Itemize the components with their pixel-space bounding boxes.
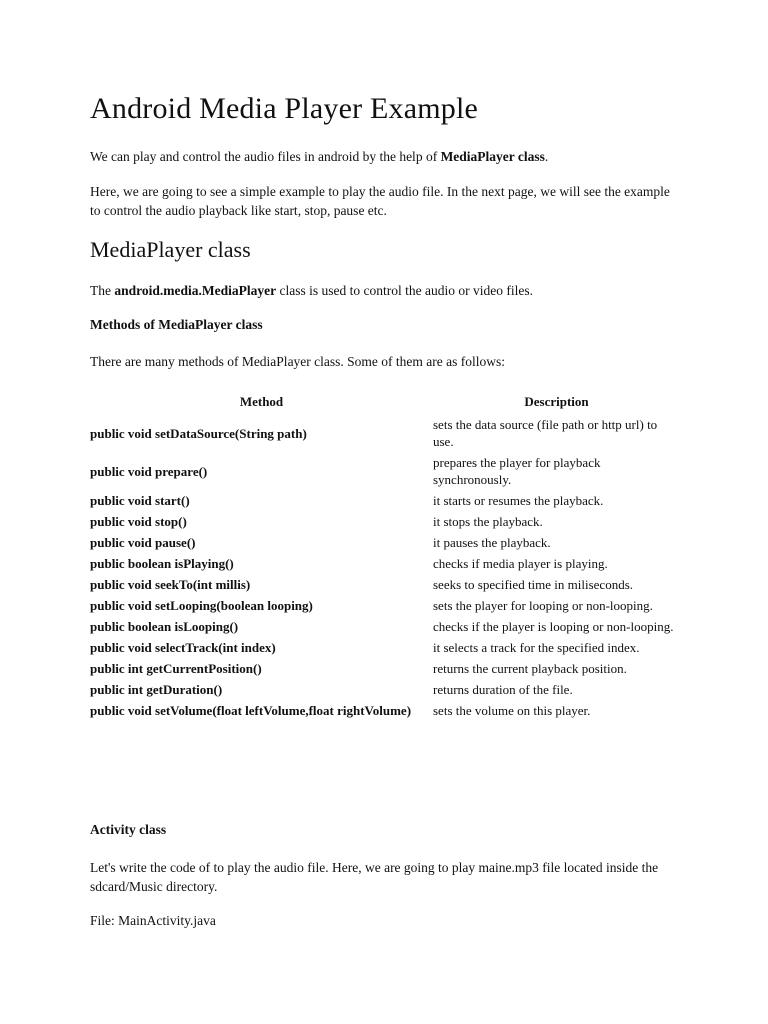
method-description: returns the current playback position. <box>433 661 627 676</box>
class-description <box>90 281 670 300</box>
method-name: public void setLooping(boolean looping) <box>90 598 313 613</box>
methods-heading: Methods of MediaPlayer class <box>90 317 263 332</box>
table-row <box>90 532 680 553</box>
header-description: Description <box>524 394 589 409</box>
methods-intro: There are many methods of MediaPlayer class. Some of them are as follows: <box>90 354 505 369</box>
method-description: sets the player for looping or non-looping. <box>433 598 653 613</box>
methods-table <box>90 392 680 721</box>
method-name: public void start() <box>90 493 190 508</box>
table-row <box>90 574 680 595</box>
intro-paragraph-2: Here, we are going to see a simple example to play the audio file. In the next page, we will see the example to control the audio playback like start, stop, pause etc. <box>90 184 670 218</box>
method-description: checks if the player is looping or non-looping. <box>433 619 674 634</box>
method-description: sets the volume on this player. <box>433 703 591 718</box>
method-description: sets the data source (file path or http url) to use. <box>433 417 658 449</box>
table-row <box>90 511 680 532</box>
intro-paragraph <box>90 147 670 166</box>
intro-bold-text: MediaPlayer class <box>440 149 545 164</box>
file-label: File: MainActivity.java <box>90 913 216 928</box>
method-name: public int getCurrentPosition() <box>90 661 262 676</box>
table-row <box>90 658 680 679</box>
table-row <box>90 490 680 511</box>
method-description: it starts or resumes the playback. <box>433 493 604 508</box>
table-row <box>90 700 680 721</box>
method-description: prepares the player for playback synchronously. <box>433 455 601 487</box>
activity-paragraph: Let's write the code of to play the audio file. Here, we are going to play maine.mp3 file located inside the sdcard/Music directory. <box>90 860 659 894</box>
class-desc-suffix: class is used to control the audio or video files. <box>276 283 533 298</box>
method-description: it selects a track for the specified index. <box>433 640 640 655</box>
method-name: public void setVolume(float leftVolume,float rightVolume) <box>90 703 412 718</box>
method-description: it pauses the playback. <box>433 535 551 550</box>
class-desc-prefix: The <box>90 283 115 298</box>
class-name: android.media.MediaPlayer <box>114 283 277 298</box>
method-description: it stops the playback. <box>433 514 543 529</box>
method-description: returns duration of the file. <box>433 682 573 697</box>
method-name: public boolean isLooping() <box>90 619 239 634</box>
method-name: public void pause() <box>90 535 196 550</box>
table-header-row <box>90 392 680 414</box>
table-row <box>90 553 680 574</box>
table-row <box>90 452 680 490</box>
method-description: seeks to specified time in miliseconds. <box>433 577 634 592</box>
intro-text-end: . <box>544 149 549 164</box>
intro-text: We can play and control the audio files in android by the help of <box>90 149 441 164</box>
header-method: Method <box>239 394 284 409</box>
table-row <box>90 616 680 637</box>
method-name: public boolean isPlaying() <box>90 556 234 571</box>
method-name: public void seekTo(int millis) <box>90 577 251 592</box>
section-heading: MediaPlayer class <box>90 237 251 262</box>
table-row <box>90 679 680 700</box>
method-description: checks if media player is playing. <box>433 556 608 571</box>
method-name: public void prepare() <box>90 463 208 479</box>
method-name: public int getDuration() <box>90 682 223 697</box>
table-row <box>90 414 680 452</box>
method-name: public void setDataSource(String path) <box>90 425 307 441</box>
method-name: public void selectTrack(int index) <box>90 640 276 655</box>
table-row <box>90 637 680 658</box>
table-row <box>90 595 680 616</box>
page-title: Android Media Player Example <box>90 92 478 125</box>
method-name: public void stop() <box>90 514 187 529</box>
activity-heading: Activity class <box>90 822 167 837</box>
